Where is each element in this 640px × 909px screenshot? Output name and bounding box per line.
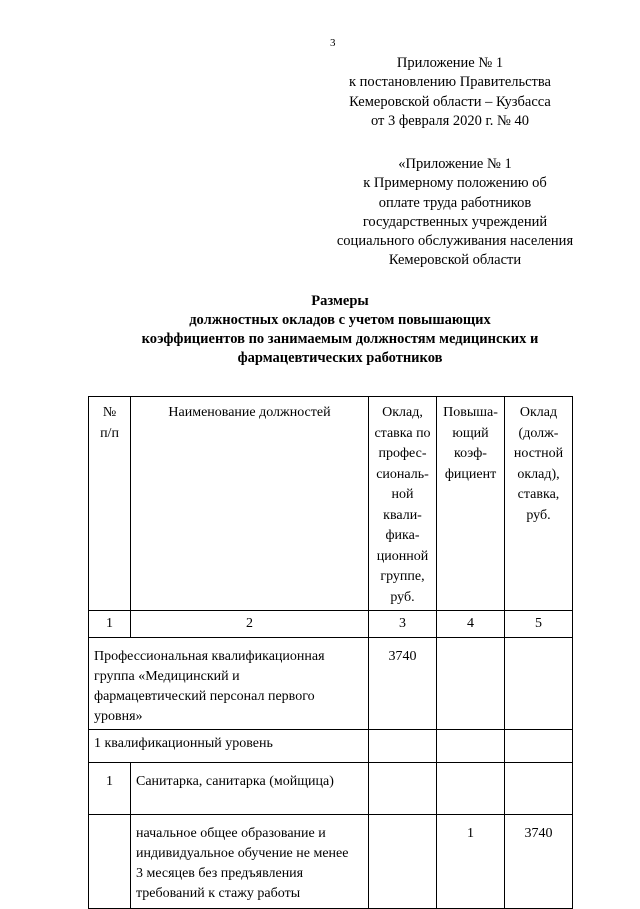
appendix-sub-line: государственных учреждений xyxy=(362,213,548,230)
empty-cell xyxy=(369,815,437,909)
header-line: п/п xyxy=(100,425,119,441)
requirement-line: 3 месяцев без предъявления xyxy=(136,866,304,881)
appendix-sub-line: социального обслуживания населения xyxy=(336,233,574,250)
header-line: коэф- xyxy=(454,446,487,461)
header-line: фициент xyxy=(444,466,497,482)
table-row xyxy=(89,730,573,763)
appendix-main-line: Приложение № 1 xyxy=(396,55,504,71)
header-line: руб. xyxy=(526,507,551,523)
group-name-line: фармацевтический персонал первого xyxy=(94,689,315,704)
document-title xyxy=(60,292,620,368)
header-line: (долж- xyxy=(518,425,559,441)
appendix-main-line: от 3 февраля 2020 г. № 40 xyxy=(370,112,530,129)
title-line: Размеры xyxy=(311,293,369,309)
header-line: ставка по xyxy=(374,425,431,441)
empty-cell xyxy=(437,638,505,730)
appendix-sub-line: Кемеровской области xyxy=(388,252,522,269)
requirement-cell xyxy=(131,815,369,909)
header-line: ционной xyxy=(376,548,429,564)
title-line: должностных окладов с учетом повышающих xyxy=(189,312,491,328)
header-line: руб. xyxy=(390,589,415,605)
group-name-line: уровня» xyxy=(94,709,143,724)
header-line: оклад), xyxy=(517,466,560,482)
title-line: фармацевтических работников xyxy=(237,350,443,366)
appendix-main-block xyxy=(330,54,570,131)
empty-cell xyxy=(369,730,437,763)
requirement-line: индивидуальное обучение не менее xyxy=(136,846,349,861)
final-salary-cell: 3740 xyxy=(505,815,573,909)
title-line: коэффициентов по занимаемым должностям медицинских и xyxy=(141,331,539,347)
header-line: группе, xyxy=(380,569,425,584)
header-line: Наименование должностей xyxy=(168,405,331,420)
header-line: сиональ- xyxy=(376,466,429,482)
header-line: Оклад xyxy=(519,405,558,420)
group-name-line: группа «Медицинский и xyxy=(94,669,240,684)
appendix-main-line: к постановлению Правительства xyxy=(349,74,551,91)
empty-cell xyxy=(505,638,573,730)
header-final-salary xyxy=(505,397,573,611)
header-line: квали- xyxy=(383,507,422,523)
requirement-line: требований к стажу работы xyxy=(136,886,301,901)
column-number: 3 xyxy=(369,611,437,638)
header-line: фика- xyxy=(385,528,420,543)
column-number: 2 xyxy=(131,611,369,638)
empty-cell xyxy=(505,763,573,815)
header-line: № xyxy=(102,405,117,420)
group-name-cell xyxy=(89,638,369,730)
empty-cell xyxy=(437,730,505,763)
empty-cell xyxy=(89,815,131,909)
group-salary-cell: 3740 xyxy=(369,638,437,730)
appendix-main-line: Кемеровской области – Кузбасса xyxy=(349,93,551,110)
empty-cell xyxy=(505,730,573,763)
header-line: профес- xyxy=(378,446,427,461)
column-number: 1 xyxy=(89,611,131,638)
table-row xyxy=(89,638,573,730)
column-number: 4 xyxy=(437,611,505,638)
header-coefficient xyxy=(437,397,505,611)
group-name-line: Профессиональная квалификационная xyxy=(94,649,325,664)
header-line: Повыша- xyxy=(443,405,498,420)
header-line: ностной xyxy=(513,446,564,461)
table-row xyxy=(89,763,573,815)
page-number: 3 xyxy=(330,37,336,49)
empty-cell xyxy=(369,763,437,815)
coefficient-cell: 1 xyxy=(437,815,505,909)
requirement-line: начальное общее образование и xyxy=(136,826,326,841)
header-number xyxy=(89,397,131,611)
salary-table xyxy=(88,396,573,909)
header-line: ной xyxy=(391,487,414,502)
header-line: ставка, xyxy=(517,487,560,502)
qualification-level-cell: 1 квалификационный уровень xyxy=(89,730,369,763)
appendix-sub-block xyxy=(310,155,600,271)
column-number-row xyxy=(89,611,573,638)
header-line: Оклад, xyxy=(382,405,423,420)
empty-cell xyxy=(437,763,505,815)
appendix-sub-line: оплате труда работников xyxy=(378,194,532,211)
appendix-sub-line: к Примерному положению об xyxy=(363,175,547,192)
table-header-row xyxy=(89,397,573,611)
position-name-cell: Санитарка, санитарка (мойщица) xyxy=(131,763,369,815)
position-number-cell: 1 xyxy=(89,763,131,815)
column-number: 5 xyxy=(505,611,573,638)
header-line: ющий xyxy=(452,425,489,441)
appendix-sub-line: «Приложение № 1 xyxy=(398,156,512,172)
table-row xyxy=(89,815,573,909)
header-position-name xyxy=(131,397,369,611)
header-base-salary xyxy=(369,397,437,611)
